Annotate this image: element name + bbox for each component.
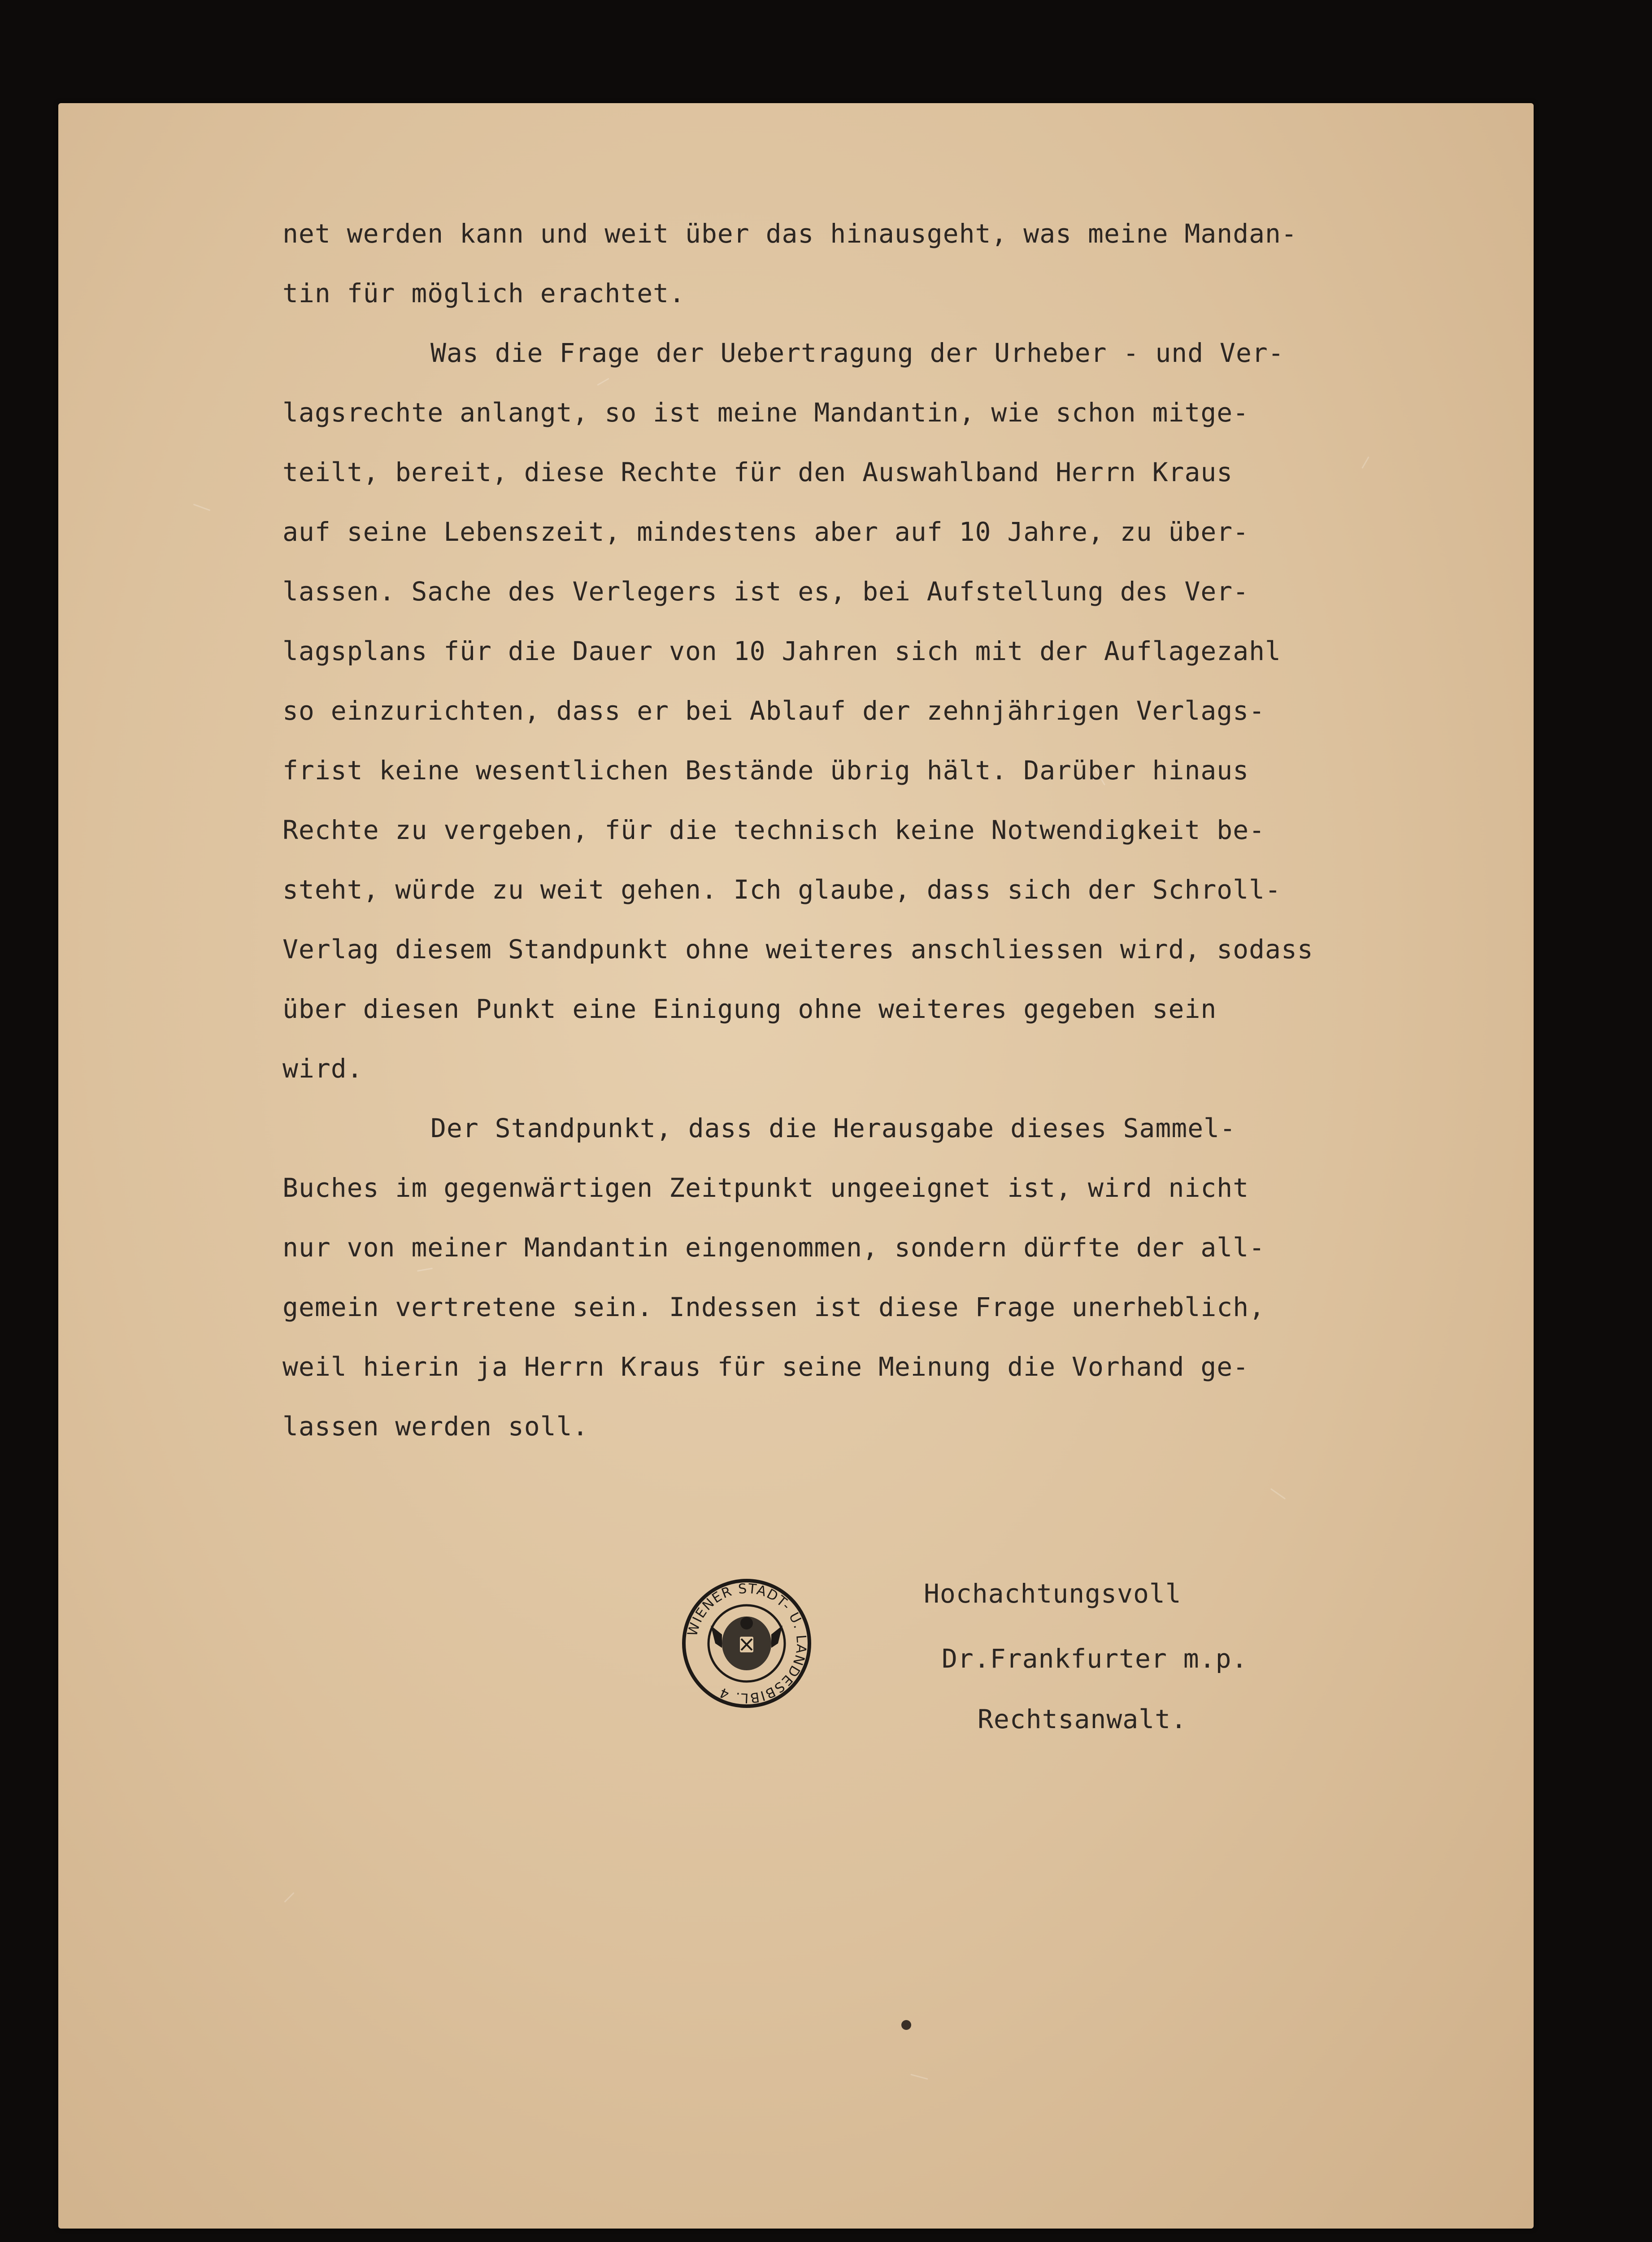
body-line: gemein vertretene sein. Indessen ist diese Frage unerheblich,	[283, 1292, 1265, 1322]
body-line: nur von meiner Mandantin eingenommen, sondern dürfte der all-	[283, 1232, 1265, 1263]
body-line: auf seine Lebenszeit, mindestens aber auf 10 Jahre, zu über-	[283, 517, 1249, 547]
body-line: net werden kann und weit über das hinausgeht, was meine Mandan-	[283, 218, 1297, 249]
body-line: tin für möglich erachtet.	[283, 278, 685, 308]
body-line: lagsplans für die Dauer von 10 Jahren sich mit der Auflagezahl	[283, 636, 1281, 666]
closing-salutation: Hochachtungsvoll	[924, 1578, 1182, 1609]
body-line: Buches im gegenwärtigen Zeitpunkt ungeeignet ist, wird nicht	[283, 1173, 1249, 1203]
library-stamp-icon	[679, 1576, 814, 1711]
body-line: lagsrechte anlangt, so ist meine Mandantin, wie schon mitge-	[283, 397, 1249, 428]
body-line: so einzurichten, dass er bei Ablauf der zehnjährigen Verlags-	[283, 695, 1265, 726]
body-line: teilt, bereit, diese Rechte für den Auswahlband Herrn Kraus	[283, 457, 1233, 487]
stamp-text: WIENER STADT- U. LANDESBIBL. 4	[684, 1581, 809, 1706]
body-line: Was die Frage der Uebertragung der Urheber - und Ver-	[430, 338, 1284, 368]
signature-name: Dr.Frankfurter m.p.	[942, 1643, 1248, 1674]
body-line: lassen werden soll.	[283, 1411, 589, 1442]
signature-title: Rechtsanwalt.	[978, 1704, 1187, 1734]
letter-body	[283, 204, 1493, 1456]
ink-dot	[901, 2020, 911, 2030]
body-line: weil hierin ja Herrn Kraus für seine Meinung die Vorhand ge-	[283, 1351, 1249, 1382]
body-line: frist keine wesentlichen Bestände übrig hält. Darüber hinaus	[283, 755, 1249, 786]
body-line: Verlag diesem Standpunkt ohne weiteres anschliessen wird, sodass	[283, 934, 1313, 965]
body-line: lassen. Sache des Verlegers ist es, bei Aufstellung des Ver-	[283, 576, 1249, 607]
body-line: Der Standpunkt, dass die Herausgabe dieses Sammel-	[430, 1113, 1236, 1143]
body-line: über diesen Punkt eine Einigung ohne weiteres gegeben sein	[283, 994, 1217, 1024]
body-line: steht, würde zu weit gehen. Ich glaube, dass sich der Schroll-	[283, 874, 1281, 905]
body-line: Rechte zu vergeben, für die technisch keine Notwendigkeit be-	[283, 815, 1265, 845]
body-line: wird.	[283, 1053, 363, 1084]
